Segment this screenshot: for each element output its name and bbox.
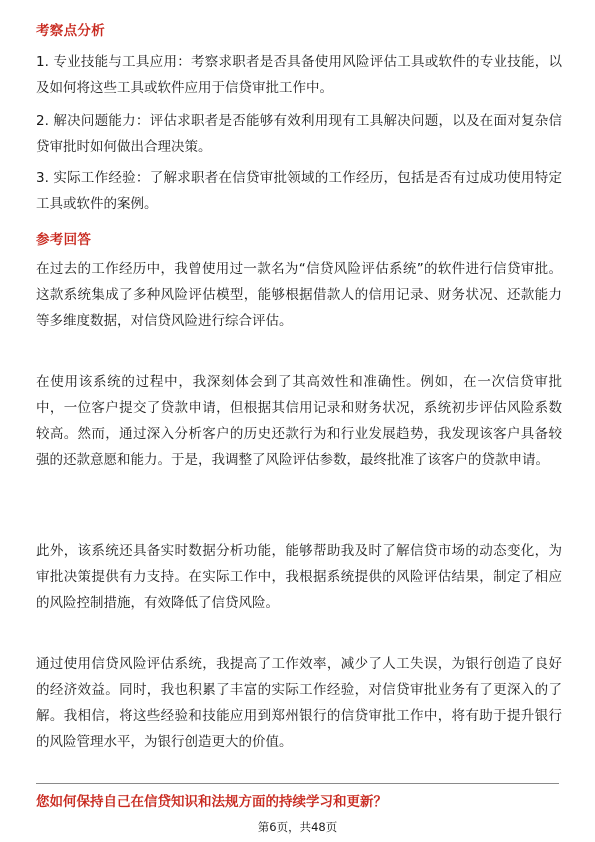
next-question-heading: 您如何保持自己在信贷知识和法规方面的持续学习和更新？ — [36, 794, 387, 810]
analysis-point-2: 2. 解决问题能力：评估求职者是否能够有效利用现有工具解决问题，以及在面对复杂信贷审批时如何做出合理决策。 — [36, 113, 562, 155]
analysis-point-1: 1. 专业技能与工具应用：考察求职者是否具备使用风险评估工具或软件的专业技能，以及如何将这些工具或软件应用于信贷审批工作中。 — [36, 54, 562, 96]
answer-heading: 参考回答 — [36, 232, 92, 248]
answer-paragraph-2: 在使用该系统的过程中，我深刻体会到了其高效性和准确性。例如，在一次信贷审批中，一位客户提交了贷款申请，但根据其信用记录和财务状况，系统初步评估风险系数较高。然而，通过深入分析客户的历史还款行为和行业发展趋势，我发现该客户具备较强的还款意愿和能力。于是，我调整了风险评估参数，最终批准了该客户的贷款申请。 — [36, 374, 562, 468]
answer-paragraph-3: 此外，该系统还具备实时数据分析功能，能够帮助我及时了解信贷市场的动态变化，为审批决策提供有力支持。在实际工作中，我根据系统提供的风险评估结果，制定了相应的风险控制措施，有效降低了信贷风险。 — [36, 543, 562, 611]
divider-line — [36, 783, 559, 784]
analysis-point-3: 3. 实际工作经验：了解求职者在信贷审批领域的工作经历，包括是否有过成功使用特定工具或软件的案例。 — [36, 170, 562, 212]
answer-paragraph-4: 通过使用信贷风险评估系统，我提高了工作效率，减少了人工失误，为银行创造了良好的经济效益。同时，我也积累了丰富的实际工作经验，对信贷审批业务有了更深入的了解。我相信，将这些经验和技能应用到郑州银行的信贷审批工作中，将有助于提升银行的风险管理水平，为银行创造更大的价值。 — [36, 656, 562, 750]
answer-paragraph-1: 在过去的工作经历中，我曾使用过一款名为“信贷风险评估系统”的软件进行信贷审批。这款系统集成了多种风险评估模型，能够根据借款人的信用记录、财务状况、还款能力等多维度数据，对信贷风险进行综合评估。 — [36, 261, 562, 329]
page-number: 第6页，共48页 — [257, 820, 338, 834]
analysis-heading: 考察点分析 — [36, 23, 105, 39]
